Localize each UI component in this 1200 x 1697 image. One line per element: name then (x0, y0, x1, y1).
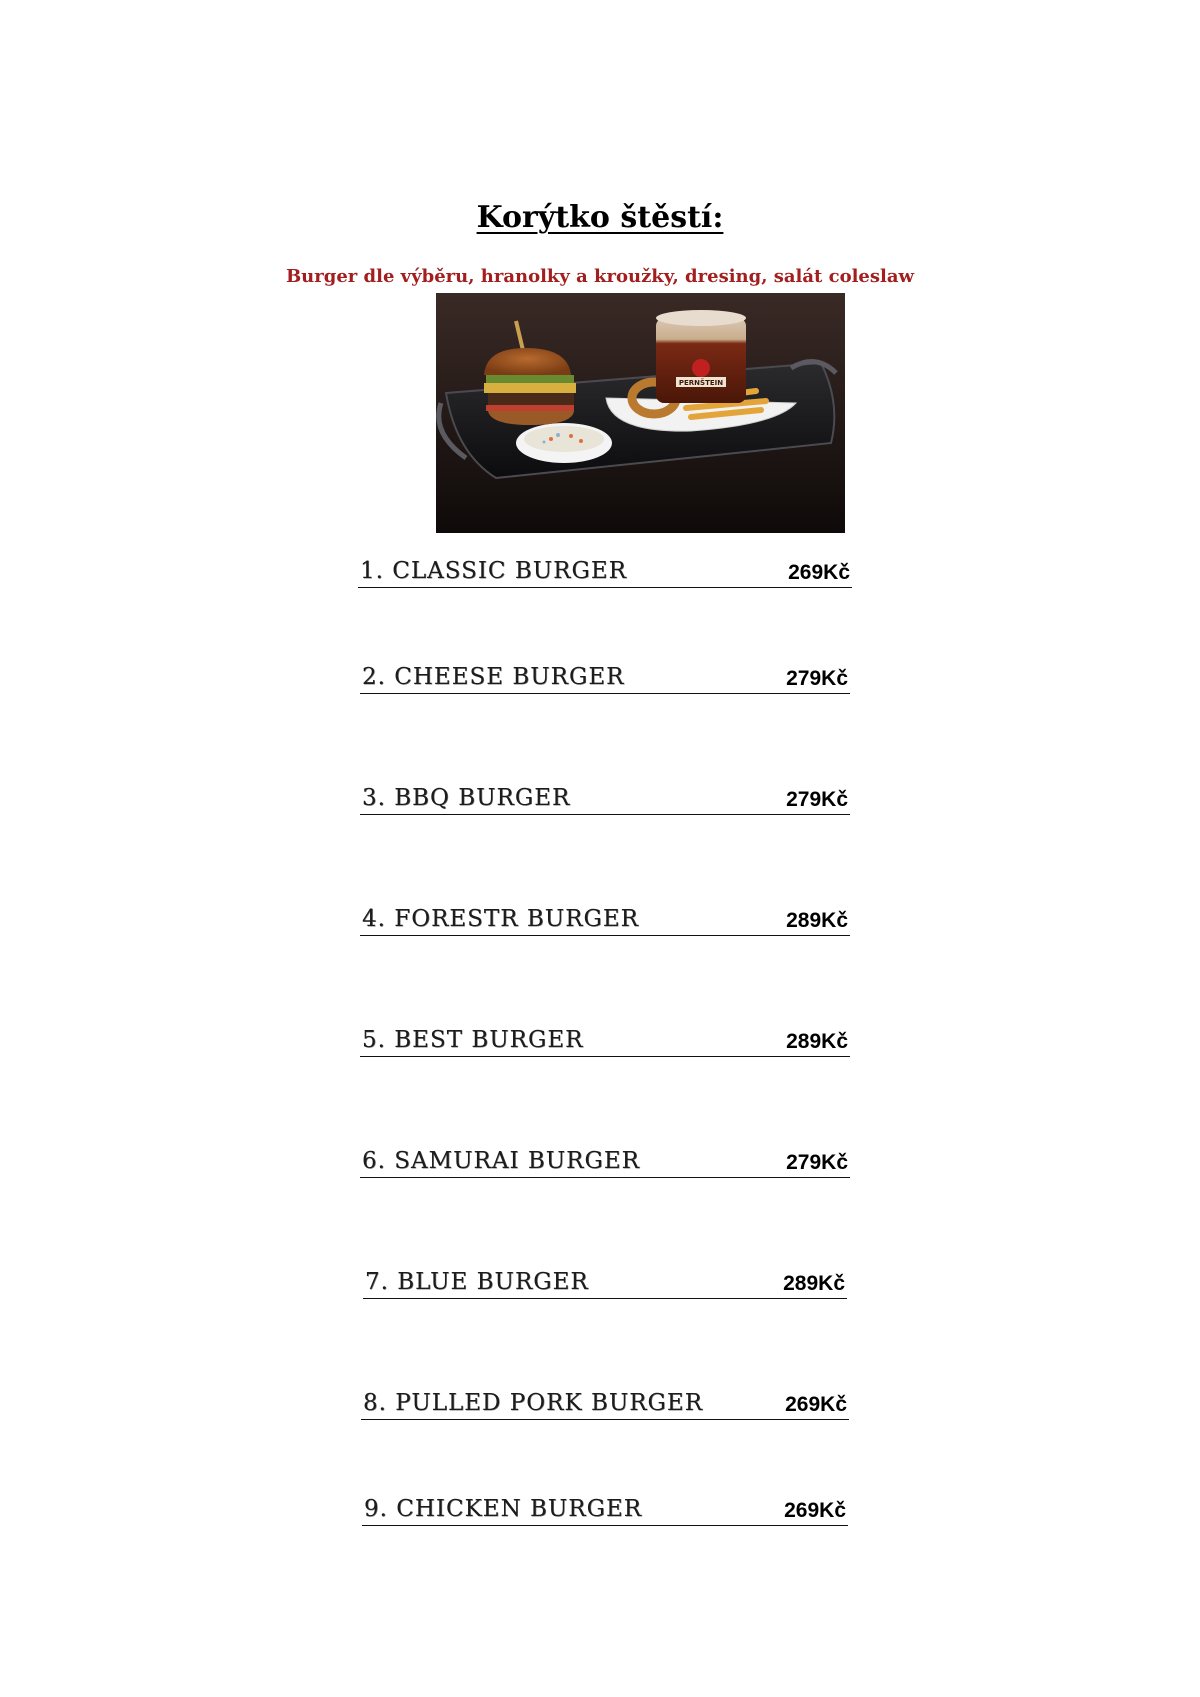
menu-item-2 (360, 659, 850, 694)
menu-item-name: 5. BEST BURGER (362, 1027, 584, 1053)
menu-item-name: 4. FORESTR BURGER (362, 906, 639, 932)
menu-item-price: 289Kč (786, 1030, 848, 1053)
menu-item-name: 7. BLUE BURGER (365, 1269, 589, 1295)
menu-item-name: 8. PULLED PORK BURGER (363, 1390, 704, 1416)
menu-item-price: 279Kč (786, 1151, 848, 1174)
menu-item-price: 269Kč (784, 1499, 846, 1522)
menu-item-7 (363, 1264, 847, 1299)
food-photo (436, 293, 845, 533)
menu-item-name: 1. CLASSIC BURGER (360, 558, 627, 584)
page-title: Korýtko štěstí: (476, 200, 724, 235)
menu-item-name: 9. CHICKEN BURGER (364, 1496, 643, 1522)
menu-item-1 (358, 553, 852, 588)
menu-item-price: 269Kč (785, 1393, 847, 1416)
menu-item-price: 279Kč (786, 667, 848, 690)
menu-item-9 (362, 1491, 848, 1526)
menu-item-name: 3. BBQ BURGER (362, 785, 571, 811)
menu-item-4 (360, 901, 850, 936)
menu-subtitle: Burger dle výběru, hranolky a kroužky, dresing, salát coleslaw (285, 266, 915, 287)
menu-item-5 (360, 1022, 850, 1057)
menu-item-price: 289Kč (783, 1272, 845, 1295)
menu-item-price: 289Kč (786, 909, 848, 932)
menu-item-name: 2. CHEESE BURGER (362, 664, 625, 690)
menu-item-price: 279Kč (786, 788, 848, 811)
menu-item-name: 6. SAMURAI BURGER (362, 1148, 640, 1174)
menu-item-8 (361, 1385, 849, 1420)
beer-label: PERNŠTEIN (678, 379, 724, 387)
menu-item-3 (360, 780, 850, 815)
menu-item-6 (360, 1143, 850, 1178)
menu-item-price: 269Kč (788, 561, 850, 584)
